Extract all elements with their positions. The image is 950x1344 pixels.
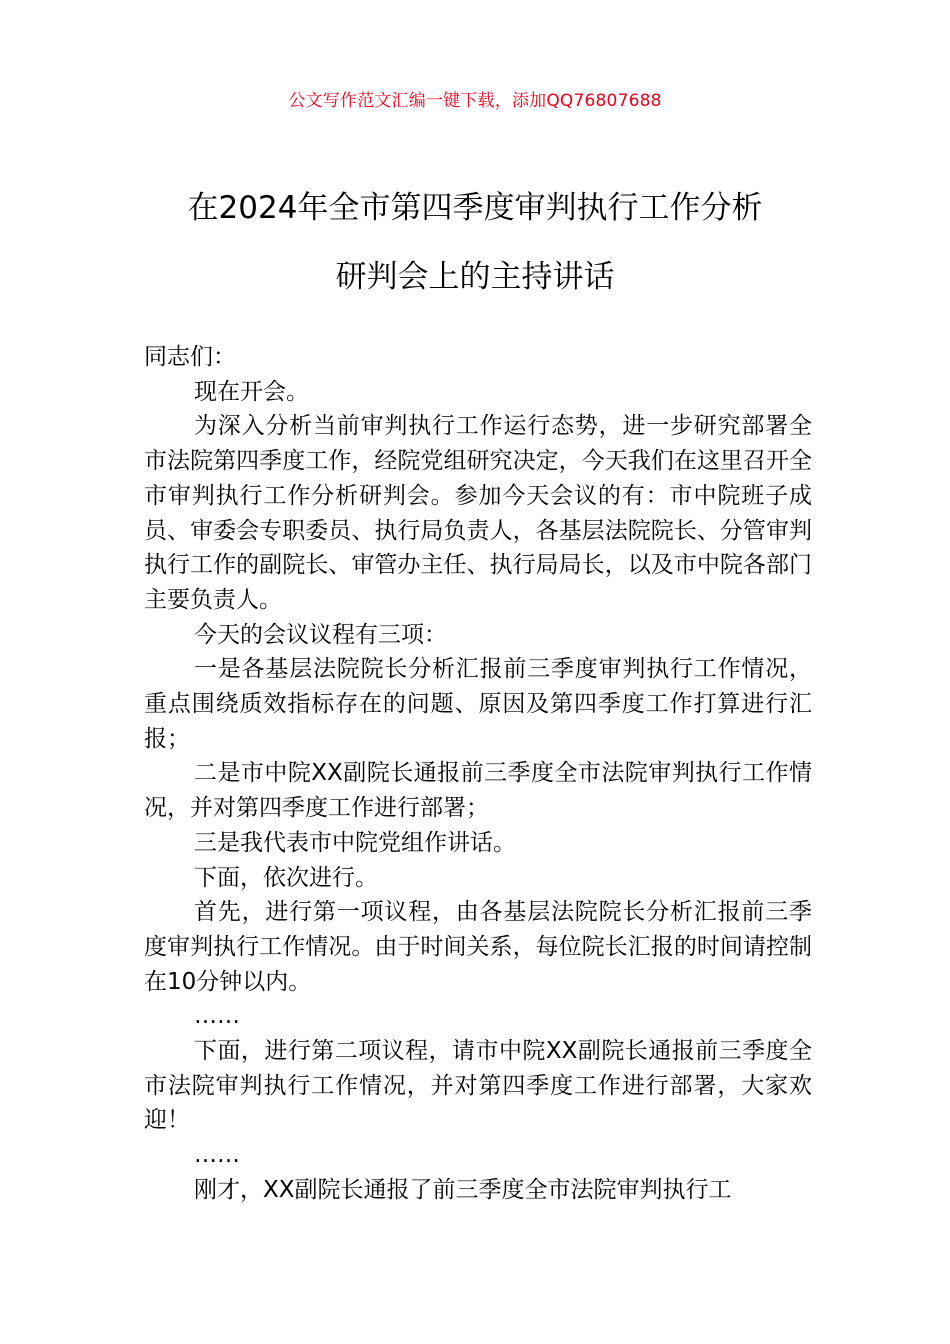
paragraph: 现在开会。	[194, 378, 309, 405]
paragraph: 今天的会议议程有三项：	[194, 621, 447, 648]
paragraph: 为深入分析当前审判执行工作运行态势，进一步研究部署全市法院第四季度工作，经院党组研究决定，今天我们在这里召开全市审判执行工作分析研判会。参加今天会议的有：市中院班子成员、审委会专职委员、执行局负责人，各基层法院院长、分管审判执行工作的副院长、审管办主任、执行局局长，以及市中院各部门主要负责人。	[144, 413, 812, 613]
document-body	[144, 340, 812, 1208]
salutation: 同志们：	[144, 344, 236, 370]
watermark-banner: 公文写作范文汇编一键下载，添加QQ76807688	[288, 91, 662, 111]
ellipsis-paragraph: ……	[194, 1142, 240, 1169]
paragraph: 一是各基层法院院长分析汇报前三季度审判执行工作情况，重点围绕质效指标存在的问题、原因及第四季度工作打算进行汇报；	[144, 656, 812, 752]
paragraph: 下面，依次进行。	[194, 864, 378, 891]
paragraph: 下面，进行第二项议程，请市中院XX副院长通报前三季度全市法院审判执行工作情况，并对第四季度工作进行部署，大家欢迎！	[144, 1038, 812, 1134]
paragraph: 二是市中院XX副院长通报前三季度全市法院审判执行工作情况，并对第四季度工作进行部署；	[144, 760, 812, 822]
ellipsis-paragraph: ……	[194, 1003, 240, 1030]
paragraph: 刚才，XX副院长通报了前三季度全市法院审判执行工	[194, 1176, 732, 1203]
document-title-line-2: 研判会上的主持讲话	[335, 259, 615, 295]
paragraph: 三是我代表市中院党组作讲话。	[194, 829, 516, 856]
document-title-line-1: 在2024年全市第四季度审判执行工作分析	[187, 190, 763, 226]
paragraph: 首先，进行第一项议程，由各基层法院院长分析汇报前三季度审判执行工作情况。由于时间关系，每位院长汇报的时间请控制在10分钟以内。	[144, 899, 812, 995]
